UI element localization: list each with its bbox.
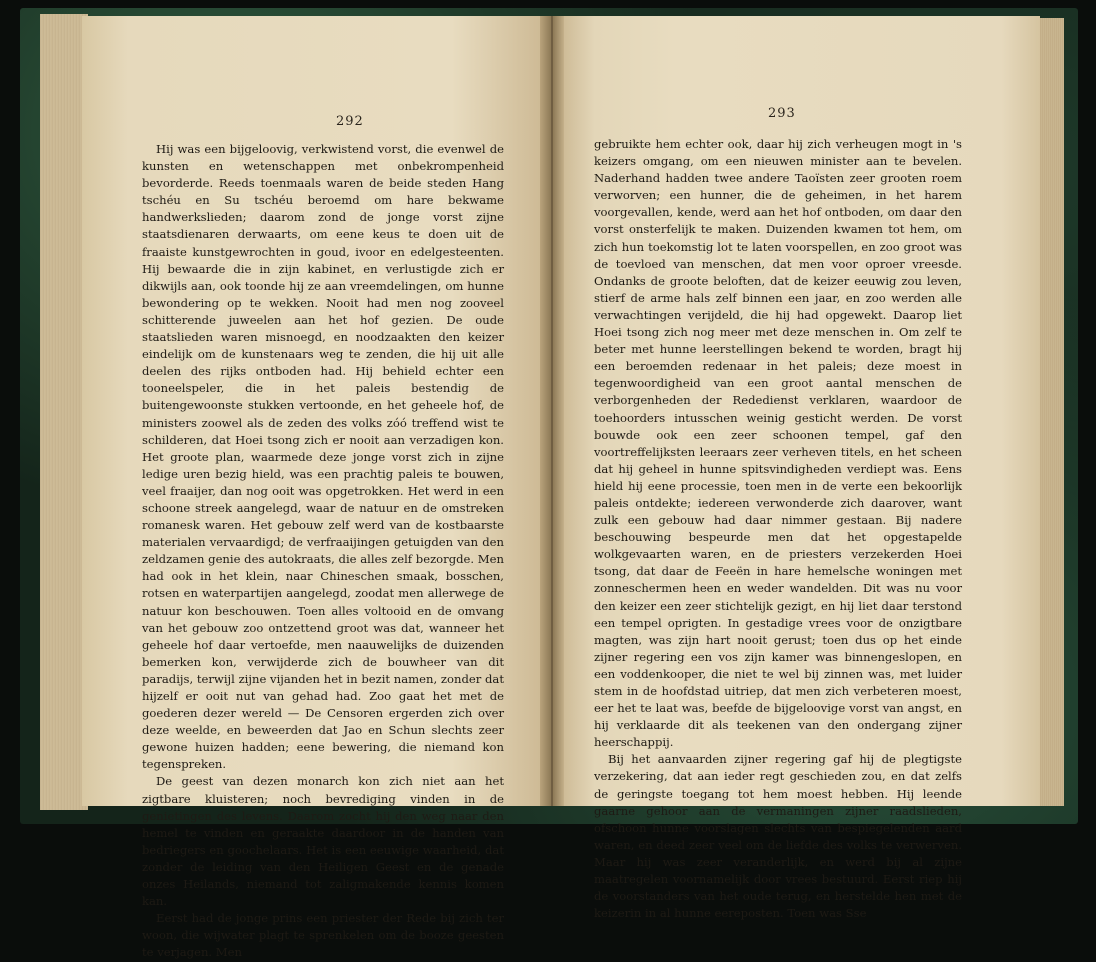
left-page-text [142,141,504,962]
right-page-text [594,136,962,922]
paragraph: Bij het aanvaarden zijner regering gaf hij de plegtigste verzekering, dat aan ieder regt geschieden zou, en dat zelfs de geringste toegang tot hem moest hebben. Hij leende gaarne gehoor aan de vermaningen zijner raadslieden, ofschoon hunne voorslagen slechts van bespiegelenden aard waren, en deed zeer veel om de liefde des volks te verwerven. Maar hij was zeer veranderlijk, en werd bij al zijne maatregelen voornamelijk door vrees bestuurd. Eerst riep hij de voorstanders van het oude terug, en herstelde hen met de keizerin in al hunne eereposten. Toen was Sse [594,752,962,921]
right-page [556,16,1040,921]
page-edges-left [40,14,88,810]
book-gutter [540,16,564,806]
paragraph: Eerst had de jonge prins een priester der Rede bij zich ter woon, die wijwater plagt te sprenkelen om de booze geesten te verjagen. Men [142,911,504,960]
page-number-left: 292 [336,114,364,129]
paragraph: De geest van dezen monarch kon zich niet aan het zigtbare kluisteren; noch bevrediging vinden in de genietingen des levens. Daarom zocht hij den weg naar den hemel te vinden en geraakte daardoor in de handen van bedriegers en goochelaars. Het is een eeuwige waarheid, dat zonder de leiding van den Heiligen Geest en de genade onzes Heilands, niemand tot zaligmakende kennis komen kan. [142,774,504,909]
paragraph: gebruikte hem echter ook, daar hij zich verheugen mogt in 's keizers omgang, om een nieuwen minister aan te bevelen. Naderhand hadden twee andere Taoïsten zeer grooten roem verworven; een hunner, die de geheimen, in het harem voorgevallen, kende, werd aan het hof ontboden, om daar den vorst onsterfelijk te maken. Duizenden kwamen tot hem, om zich hun toekomstig lot te laten voorspellen, en zoo groot was de toevloed van menschen, dat men voor oproer vreesde. Ondanks de groote beloften, dat de keizer eeuwig zou leven, stierf de arme hals zelf binnen een jaar, en zoo werden alle verwachtingen verijdeld, die hij had opgewekt. Daarop liet Hoei tsong zich nog meer met deze menschen in. Om zelf te beter met hunne leerstellingen bekend te worden, bragt hij een beroemden redenaar in het paleis; deze moest in tegenwoordigheid van een groot aantal menschen de verborgenheden der Rededienst verklaren, waardoor de toehoorders intusschen weinig gesticht werden. De vorst bouwde ook een zeer schoonen tempel, gaf den voortreffelijksten leeraars zeer verheven titels, en het scheen dat hij geheel in hunne spitsvindigheden verdiept was. Eens hield hij eene processie, toen men in de verte een bekoorlijk paleis ontdekte; iedereen verwonderde zich daarover, want zulk een gebouw had daar nimmer gestaan. Bij nadere beschouwing bespeurde men dat het opgestapelde wolkgevaarten waren, en de priesters verzekerden Hoei tsong, dat daar de Feeën in hare hemelsche woningen met zonneschermen heen en weder wandelden. Dit was nu voor den keizer een zeer stichtelijk gezigt, en hij liet daar terstond een tempel oprigten. In gestadige vrees voor de onzigtbare magten, was zijn hart nooit gerust; toen dus op het einde zijner regering een vos zijn kamer was binnengeslopen, en een voddenkooper, die niet te wel bij zinnen was, met luider stem in de hoofdstad uitriep, dat men zich verbeteren moest, eer het te laat was, beefde de bijgeloovige vorst van angst, en hij verklaarde dit als teekenen van den ondergang zijner heerschappij. [594,137,962,750]
left-page [82,16,544,960]
page-number-right: 293 [768,106,796,121]
paragraph: Hij was een bijgeloovig, verkwistend vorst, die evenwel de kunsten en wetenschappen met onbekrompenheid bevorderde. Reeds toenmaals waren de beide steden Hang tschéu en Su tschéu beroemd om hare bekwame handwerkslieden; daarom zond de jonge vorst zijne staatsdienaren derwaarts, om eene keus te doen uit de fraaiste kunstgewrochten in goud, ivoor en edelgesteenten. Hij bewaarde die in zijn kabinet, en verlustigde zich er dikwijls aan, ook toonde hij ze aan vreemdelingen, om hunne bewondering op te wekken. Nooit had men nog zooveel schitterende juweelen aan het hof gezien. De oude staatslieden waren misnoegd, en noodzaakten den keizer eindelijk om de kunstenaars weg te zenden, die hij uit alle deelen des rijks ontboden had. Hij behield echter een tooneelspeler, die in het paleis bestendig de buitengewoonste stukken vertoonde, en het geheele hof, de ministers zoowel als de zeden des volks zóó treffend wist te schilderen, dat Hoei tsong zich er nooit aan verzadigen kon. Het groote plan, waarmede deze jonge vorst zich in zijne ledige uren bezig hield, was een prachtig paleis te bouwen, veel fraaijer, dan nog ooit was opgetrokken. Het werd in een schoone streek aangelegd, waar de natuur en de omstreken romanesk waren. Het gebouw zelf werd van de kostbaarste materialen vervaardigd; de verfraaijingen getuigden van den zeldzamen genie des autokraats, die alles zelf bezorgde. Men had ook in het klein, naar Chineschen smaak, bosschen, rotsen en waterpartijen aangelegd, zoodat men allerwege de natuur kon beschouwen. Toen alles voltooid en de omvang van het gebouw zoo ontzettend groot was dat, wanneer het geheele hof daar vertoefde, men naauwelijks de duizenden bemerken kon, verwijderde zich de bouwheer van dit paradijs, terwijl zijne vijanden het in bezit namen, zonder dat hijzelf er ooit nut van gehad had. Zoo gaat het met de goederen dezer wereld — De Censoren ergerden zich over deze weelde, en beweerden dat Jao en Schun slechts zeer gewone huizen hadden; eene bewering, die niemand kon tegenspreken. [142,142,504,772]
